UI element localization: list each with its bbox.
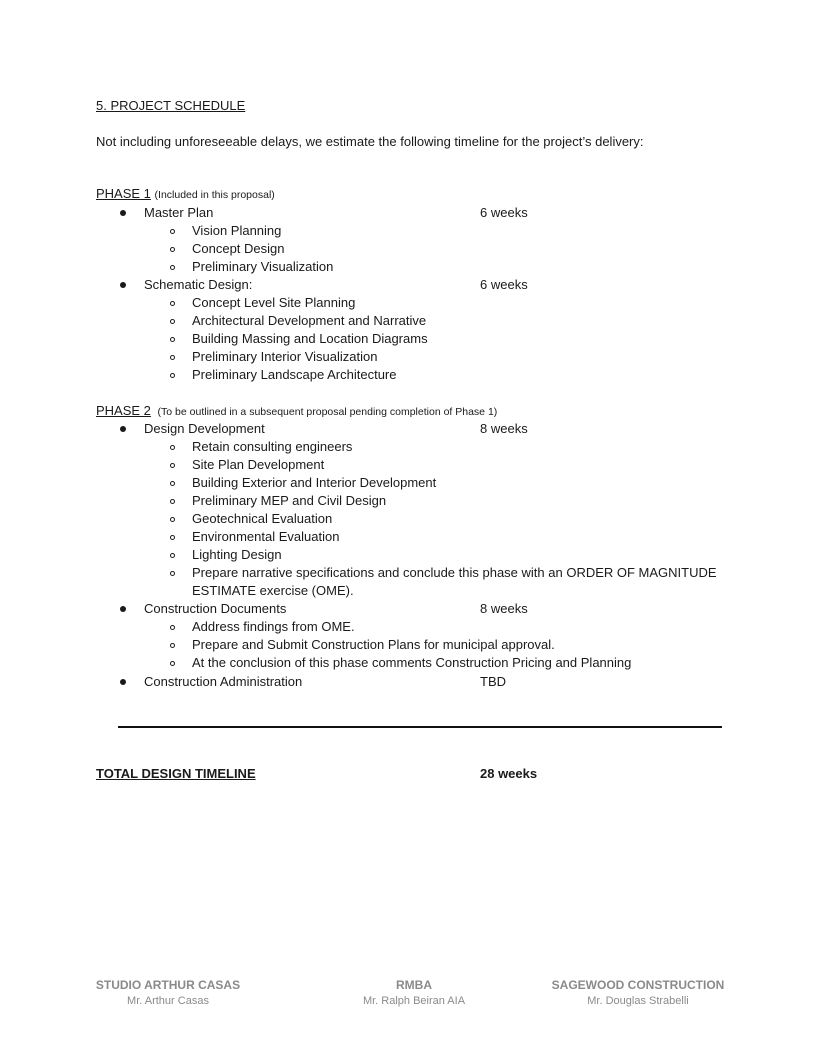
circle-bullet-icon <box>170 499 175 504</box>
sub-item: Preliminary MEP and Civil Design <box>192 493 387 508</box>
sub-item: Preliminary Landscape Architecture <box>192 367 397 382</box>
sub-item: Address findings from OME. <box>192 619 355 634</box>
divider-line <box>118 726 722 728</box>
phase2-note: (To be outlined in a subsequent proposal pending completion of Phase 1) <box>157 406 498 418</box>
circle-bullet-icon <box>170 247 175 252</box>
duration-master-plan: 6 weeks <box>480 205 528 220</box>
total-label: TOTAL DESIGN TIMELINE <box>96 766 256 781</box>
footer-person-ralph-beiran: Mr. Ralph Beiran AIA <box>362 995 466 1007</box>
footer-company-studio-arthur-casas: STUDIO ARTHUR CASAS <box>95 978 241 992</box>
bullet-icon <box>120 426 126 432</box>
sub-item: Prepare narrative specifications and conclude this phase with an ORDER OF MAGNITUDE <box>192 565 717 580</box>
bullet-icon <box>120 606 126 612</box>
sub-item: Concept Level Site Planning <box>192 295 356 310</box>
item-construction-administration: Construction Administration <box>144 674 303 689</box>
bullet-icon <box>120 210 126 216</box>
item-design-development: Design Development <box>144 421 265 436</box>
sub-item: Prepare and Submit Construction Plans for municipal approval. <box>192 637 555 652</box>
sub-item: Geotechnical Evaluation <box>192 511 333 526</box>
total-value: 28 weeks <box>480 766 538 781</box>
circle-bullet-icon <box>170 463 175 468</box>
duration-design-development: 8 weeks <box>480 421 528 436</box>
item-master-plan: Master Plan <box>144 205 214 220</box>
circle-bullet-icon <box>170 571 175 576</box>
circle-bullet-icon <box>170 481 175 486</box>
sub-item: Building Exterior and Interior Development <box>192 475 437 490</box>
circle-bullet-icon <box>170 517 175 522</box>
duration-schematic-design: 6 weeks <box>480 277 528 292</box>
phase1-heading <box>96 185 275 204</box>
footer-company-sagewood: SAGEWOOD CONSTRUCTION <box>551 978 725 992</box>
sub-item: Site Plan Development <box>192 457 325 472</box>
duration-construction-administration: TBD <box>480 674 506 689</box>
circle-bullet-icon <box>170 445 175 450</box>
circle-bullet-icon <box>170 301 175 306</box>
footer-company-rmba: RMBA <box>396 978 432 992</box>
footer-person-arthur-casas: Mr. Arthur Casas <box>127 995 209 1007</box>
sub-item: Environmental Evaluation <box>192 529 340 544</box>
circle-bullet-icon <box>170 229 175 234</box>
section-title: 5. PROJECT SCHEDULE <box>96 98 246 113</box>
sub-item: Lighting Design <box>192 547 282 562</box>
circle-bullet-icon <box>170 373 175 378</box>
intro-paragraph: Not including unforeseeable delays, we estimate the following timeline for the project’s delivery: <box>96 134 644 149</box>
phase1-note: (Included in this proposal) <box>154 189 275 201</box>
sub-item: Preliminary Interior Visualization <box>192 349 378 364</box>
phase2-label: PHASE 2 <box>96 403 151 418</box>
sub-item: Vision Planning <box>192 223 282 238</box>
circle-bullet-icon <box>170 643 175 648</box>
circle-bullet-icon <box>170 553 175 558</box>
item-construction-documents: Construction Documents <box>144 601 287 616</box>
bullet-icon <box>120 282 126 288</box>
phase2-heading <box>96 402 497 421</box>
phase1-label: PHASE 1 <box>96 186 151 201</box>
sub-item: Retain consulting engineers <box>192 439 353 454</box>
circle-bullet-icon <box>170 355 175 360</box>
circle-bullet-icon <box>170 661 175 666</box>
circle-bullet-icon <box>170 535 175 540</box>
circle-bullet-icon <box>170 265 175 270</box>
circle-bullet-icon <box>170 337 175 342</box>
circle-bullet-icon <box>170 319 175 324</box>
sub-item: Building Massing and Location Diagrams <box>192 331 428 346</box>
bullet-icon <box>120 679 126 685</box>
sub-item: Architectural Development and Narrative <box>192 313 427 328</box>
sub-item-continued: ESTIMATE exercise (OME). <box>192 583 354 598</box>
item-schematic-design: Schematic Design: <box>144 277 253 292</box>
circle-bullet-icon <box>170 625 175 630</box>
footer-person-douglas-strabelli: Mr. Douglas Strabelli <box>587 995 689 1007</box>
sub-item: Concept Design <box>192 241 285 256</box>
sub-item: Preliminary Visualization <box>192 259 334 274</box>
duration-construction-documents: 8 weeks <box>480 601 528 616</box>
sub-item: At the conclusion of this phase comments Construction Pricing and Planning <box>192 655 632 670</box>
